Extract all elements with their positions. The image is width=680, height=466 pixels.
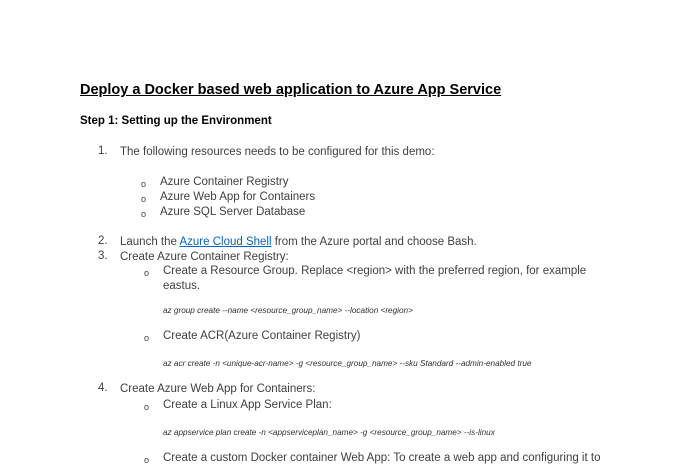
item-3-sub-1-line-1: Create a Resource Group. Replace <region> with the preferred region, for example <box>163 265 587 277</box>
bullet-circle-icon: o <box>144 402 150 412</box>
item-2-number: 2. <box>98 235 108 247</box>
item-3-sub-1-line-2: eastus. <box>163 280 201 292</box>
bullet-circle-icon: o <box>141 209 147 219</box>
item-3-text: Create Azure Container Registry: <box>120 251 289 263</box>
step-1-heading: Step 1: Setting up the Environment <box>80 115 272 127</box>
bullet-circle-icon: o <box>144 333 150 343</box>
item-3-number: 3. <box>98 250 108 262</box>
azure-cloud-shell-link[interactable]: Azure Cloud Shell <box>179 236 272 248</box>
bullet-circle-icon: o <box>144 268 150 278</box>
bullet-circle-icon: o <box>141 179 147 189</box>
bullet-circle-icon: o <box>141 194 147 204</box>
item-2-text-before: Launch the <box>120 236 180 248</box>
code-appservice-plan-create: az appservice plan create -n <appserviceplan_name> -g <resource_group_name> --is-linux <box>163 428 495 437</box>
item-4-sub-1: Create a Linux App Service Plan: <box>163 399 332 411</box>
item-2-text-after: from the Azure portal and choose Bash. <box>271 236 477 248</box>
code-acr-create: az acr create -n <unique-acr-name> -g <resource_group_name> --sku Standard --admin-enabled true <box>163 359 532 368</box>
item-2-text <box>120 235 477 250</box>
item-4-sub-2-partial: Create a custom Docker container Web App: To create a web app and configuring it to <box>163 452 601 464</box>
item-3-sub-2: Create ACR(Azure Container Registry) <box>163 330 361 342</box>
item-1-number: 1. <box>98 145 108 157</box>
item-1-text: The following resources needs to be configured for this demo: <box>120 146 435 158</box>
code-resource-group-create: az group create --name <resource_group_name> --location <region> <box>163 306 413 315</box>
resource-item: Azure Web App for Containers <box>160 191 316 203</box>
resource-item: Azure Container Registry <box>160 176 289 188</box>
document-title: Deploy a Docker based web application to Azure App Service <box>80 82 502 98</box>
bullet-circle-icon: o <box>144 455 150 465</box>
resource-item: Azure SQL Server Database <box>160 206 306 218</box>
item-4-number: 4. <box>98 382 108 394</box>
item-4-text: Create Azure Web App for Containers: <box>120 383 316 395</box>
